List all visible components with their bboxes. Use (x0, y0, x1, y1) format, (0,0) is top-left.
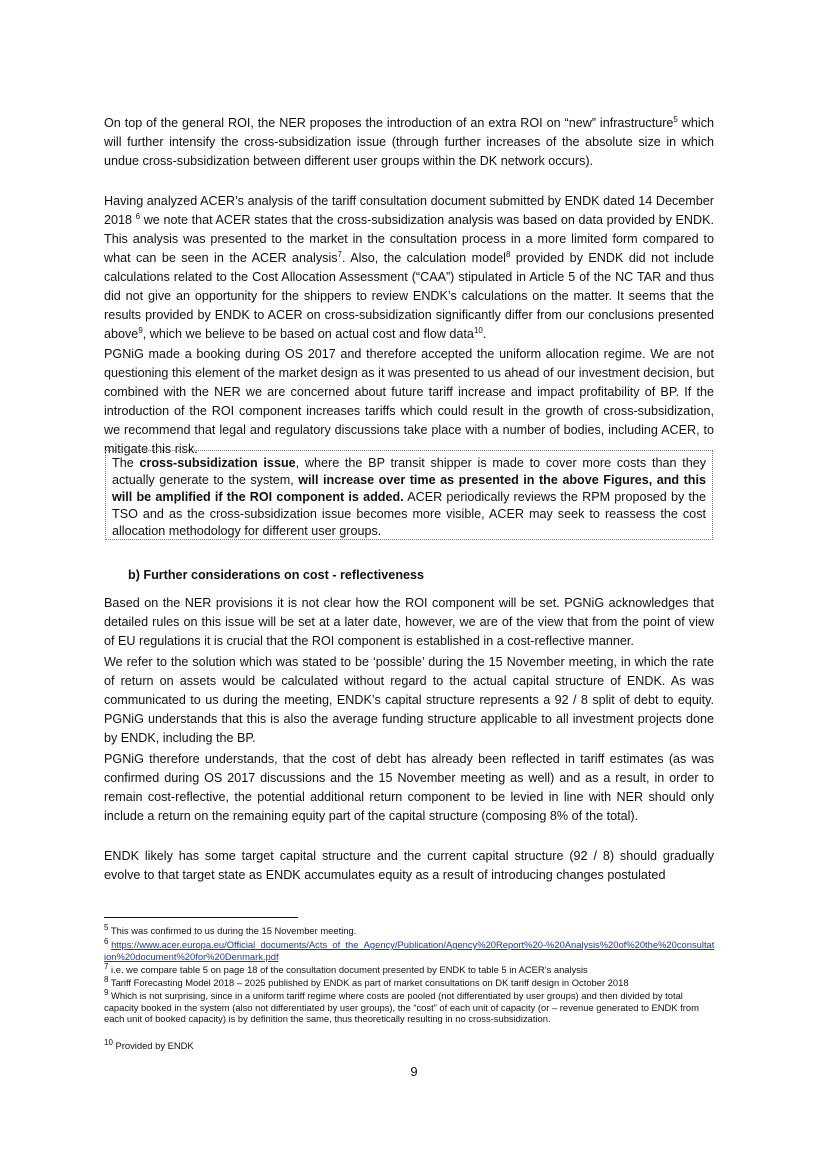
footnote-link[interactable]: https://www.acer.europa.eu/Official_documents/Acts_of_the_Agency/Publication/Agency%20Report%20-%20Analysis%20of%20the%20consultation%20document%20for%20Denmark.pdf (104, 939, 715, 962)
footnote-text: Provided by ENDK (112, 1040, 194, 1051)
paragraph-text: , which we believe to be based on actual cost and flow data (142, 327, 474, 341)
footnote-number: 8 (104, 974, 109, 984)
paragraph-text: . (482, 327, 487, 341)
callout-text (112, 455, 706, 540)
footnote-number: 7 (104, 961, 109, 971)
callout-bold-part: will increase over time as presented in the above Figures, and this will be amplified if the ROI component is added. (112, 473, 706, 504)
callout-bold-part: cross-subsidization issue (139, 456, 296, 470)
callout-text-part: The (112, 456, 140, 470)
footnote-ref[interactable]: 10 (473, 325, 483, 335)
footnote (104, 1037, 716, 1052)
footnote-number: 9 (104, 987, 109, 997)
footnote-ref[interactable]: 7 (337, 249, 342, 259)
footnote (104, 974, 716, 989)
paragraph-text: On top of the general ROI, the NER proposes the introduction of an extra ROI on “new” infrastructure (104, 116, 674, 130)
footnote (104, 922, 716, 937)
paragraph-pgnig-booking: PGNiG made a booking during OS 2017 and therefore accepted the uniform allocation regime. We are not questioning this element of the market design as it was presented to us ahead of our investment decision, but combined with the NER we are concerned about future tariff increase and impact profitability of BP. If the introduction of the ROI component increases tariffs which could result in the growth of cross-subsidization, we recommend that legal and regulatory discussions take place with a number of bodies, including ACER, to mitigate this risk. (104, 347, 714, 456)
footnote-ref[interactable]: 8 (505, 249, 511, 259)
footnote-text: Tariff Forecasting Model 2018 – 2025 published by ENDK as part of market consultations on DK tariff design in October 2018 (108, 977, 629, 988)
paragraph-cost-of-debt: PGNiG therefore understands, that the cost of debt has already been reflected in tariff estimates (as was confirmed during OS 2017 discussions and the 15 November meeting as well) and as a result, in order to remain cost-reflective, the potential additional return component to be levied in line with NER should only include a return on the remaining equity part of the capital structure (composing 8% of the total). (104, 752, 714, 823)
footnote-separator (104, 917, 298, 918)
footnote-text: Which is not surprising, since in a uniform tariff regime where costs are pooled (not differentiated by user groups) and then divided by total capacity booked in the system (also not differentiated by user groups), the “cost” of each unit of capacity (or – revenue generated to ENDK from each unit of booked capacity) is by definition the same, thus theoretically resulting in no cross-subsidization. (104, 990, 699, 1024)
paragraph-acer-analysis (104, 192, 714, 344)
footnote-ref[interactable]: 6 (135, 211, 141, 221)
paragraph-solution-possible: We refer to the solution which was stated to be ‘possible’ during the 15 November meeting, in which the rate of return on assets would be calculated without regard to the actual capital structure of ENDK. As was communicated to us during the meeting, ENDK’s capital structure represents a 92 / 8 split of debt to equity. PGNiG understands that this is also the average funding structure applicable to all investment projects done by ENDK, including the BP. (104, 655, 714, 745)
footnote (104, 961, 716, 976)
footnote-number: 6 (104, 936, 109, 946)
paragraph-roi-new-infrastructure (104, 114, 714, 171)
callout-text-part: , where the BP transit shipper is made to cover more costs than they actually generate to the system, (112, 456, 707, 487)
footnote-ref[interactable]: 5 (673, 114, 678, 124)
footnote-ref[interactable]: 9 (138, 325, 143, 335)
footnote-number: 10 (104, 1037, 113, 1047)
page-number: 9 (410, 1064, 418, 1079)
paragraph-text: provided by ENDK did not include calculations related to the Cost Allocation Assessment (“CAA”) stipulated in Article 5 of the NC TAR and thus did not give an opportunity for the shippers to review ENDK’s calculations on the matter. It seems that the results provided by ENDK to ACER on cross-subsidization significantly differ from our conclusions presented above (104, 251, 714, 341)
paragraph-text: Having analyzed ACER’s analysis of the tariff consultation document submitted by ENDK dated 14 December 2018 (104, 194, 714, 227)
callout-text-part: ACER periodically reviews the RPM proposed by the TSO and as the cross-subsidization issue becomes more visible, ACER may seek to reassess the cost allocation methodology for different user groups. (112, 490, 706, 538)
paragraph-text: we note that ACER states that the cross-subsidization analysis was based on data provided by ENDK. This analysis was presented to the market in the consultation process in a more limited form compared to what can be seen in the ACER analysis (104, 213, 714, 265)
paragraph-text: . Also, the calculation model (342, 251, 506, 265)
footnote (104, 987, 716, 1025)
footnote-text: This was confirmed to us during the 15 November meeting. (108, 925, 357, 936)
footnote (104, 936, 716, 962)
footnote-number: 5 (104, 922, 109, 932)
footnote-text: i.e. we compare table 5 on page 18 of the consultation document presented by ENDK to table 5 in ACER’s analysis (108, 964, 588, 975)
paragraph-target-capital-structure: ENDK likely has some target capital structure and the current capital structure (92 / 8) should gradually evolve to that target state as ENDK accumulates equity as a result of introducing changes postulated (104, 849, 714, 882)
paragraph-ner-provisions: Based on the NER provisions it is not clear how the ROI component will be set. PGNiG acknowledges that detailed rules on this issue will be set at a later date, however, we are of the view that from the point of view of EU regulations it is crucial that the ROI component is established in a cost-reflective manner. (104, 596, 714, 648)
section-heading: b) Further considerations on cost - reflectiveness (128, 568, 425, 582)
paragraph-text: which will further intensify the cross-subsidization issue (through further increases of the absolute size in which undue cross-subsidization between different user groups within the DK network occurs). (104, 116, 715, 168)
